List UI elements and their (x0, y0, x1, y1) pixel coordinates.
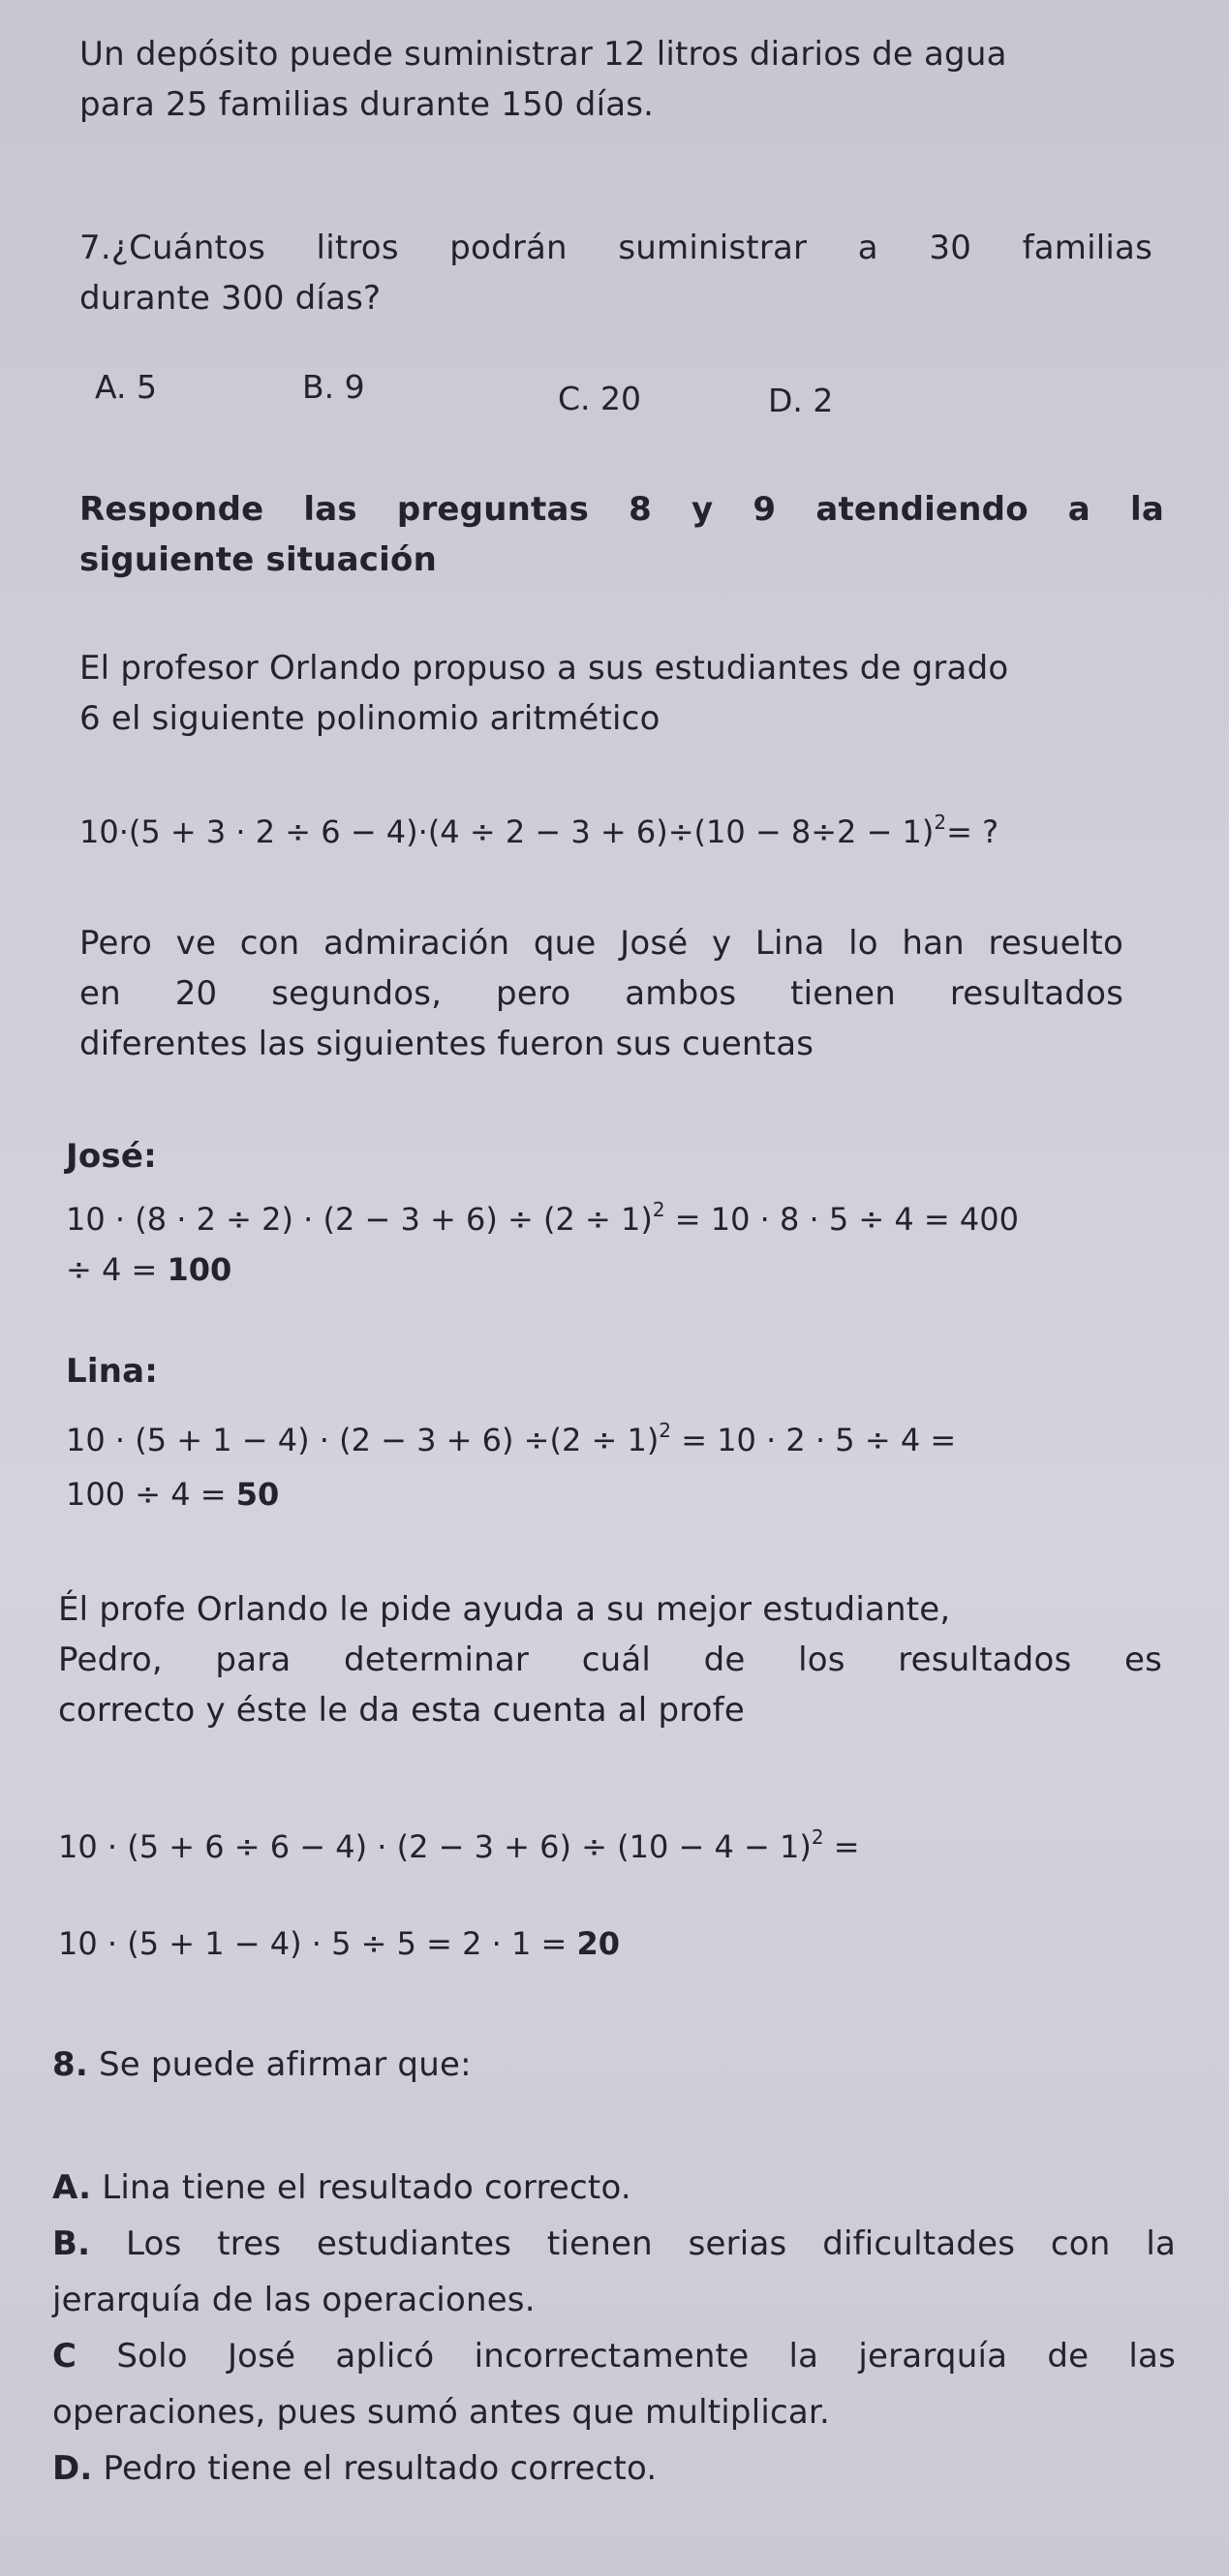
lina-work-line-1 (66, 1419, 957, 1458)
question-7 (79, 223, 1152, 323)
q7-option-c: C. 20 (558, 380, 642, 417)
q8-option-b (52, 2216, 1176, 2328)
pedro-expr: 10 · (5 + 6 ÷ 6 − 4) · (2 − 3 + 6) ÷ (10 − 4 − 1) (58, 1828, 812, 1865)
lina-expr: 10 · (5 + 1 − 4) · (2 − 3 + 6) ÷(2 ÷ 1) (66, 1422, 660, 1458)
lina-expr-tail: = 10 · 2 · 5 ÷ 4 = (671, 1422, 957, 1458)
polynomial-expression (79, 813, 999, 850)
pedro-intro-line-1: Él profe Orlando le pide ayuda a su mejor estudiante, (58, 1590, 951, 1629)
lina-label: Lina: (66, 1352, 159, 1391)
q8-option-c-line-1: Solo José aplicó incorrectamente la jerarquía de las (77, 2337, 1176, 2376)
q8-option-c-letter: C (52, 2337, 77, 2376)
observation-line-1: Pero ve con admiración que José y Lina lo han resuelto (79, 924, 1123, 963)
observation-line-2: en 20 segundos, pero ambos tienen resultados (79, 974, 1123, 1013)
q8-option-a-letter: A. (52, 2168, 92, 2207)
q7-option-b: B. 9 (302, 368, 365, 406)
q8-option-d-letter: D. (52, 2449, 93, 2488)
observation-paragraph (79, 918, 1123, 1069)
q8-option-d (52, 2440, 1176, 2497)
jose-work-line-2 (66, 1251, 231, 1288)
lina-result: 50 (235, 1476, 280, 1513)
polynomial-tail: = ? (946, 813, 999, 850)
intro-line-2: para 25 familias durante 150 días. (79, 85, 655, 124)
observation-line-3: diferentes las siguientes fueron sus cuentas (79, 1025, 814, 1063)
q8-option-b-line-2: jerarquía de las operaciones. (52, 2281, 536, 2319)
pedro-intro-line-2: Pedro, para determinar cuál de los resultados es (58, 1641, 1162, 1679)
pedro-expr-tail: = (823, 1828, 860, 1865)
jose-result: 100 (167, 1251, 232, 1288)
pedro-result: 20 (576, 1925, 621, 1962)
question-8-number: 8. (52, 2045, 88, 2084)
pedro-steps: 10 · (5 + 1 − 4) · 5 ÷ 5 = 2 · 1 = (58, 1925, 577, 1962)
q8-option-c (52, 2328, 1176, 2440)
q8-option-d-text: Pedro tiene el resultado correcto. (92, 2449, 658, 2488)
polynomial-body: 10·(5 + 3 · 2 ÷ 6 − 4)·(4 ÷ 2 − 3 + 6)÷(10 − 8÷2 − 1) (79, 813, 935, 850)
intro-line-1: Un depósito puede suministrar 12 litros diarios de agua (79, 35, 1007, 74)
question-7-line-2: durante 300 días? (79, 279, 382, 318)
situation-line-2: 6 el siguiente polinomio aritmético (79, 699, 661, 738)
q8-option-b-line-1: Los tres estudiantes tienen serias dificultades con la (90, 2224, 1176, 2263)
jose-expr-tail: = 10 · 8 · 5 ÷ 4 = 400 (664, 1201, 1019, 1238)
situation-paragraph (79, 643, 1174, 744)
instruction-line-1: Responde las preguntas 8 y 9 atendiendo a la (79, 490, 1164, 529)
situation-line-1: El profesor Orlando propuso a sus estudiantes de grado (79, 649, 1009, 688)
q8-option-c-line-2: operaciones, pues sumó antes que multiplicar. (52, 2393, 830, 2432)
q8-option-b-letter: B. (52, 2224, 91, 2263)
jose-label: José: (66, 1137, 157, 1176)
jose-division: ÷ 4 = (66, 1251, 168, 1288)
question-7-line-1: 7.¿Cuántos litros podrán suministrar a 30 familias (79, 229, 1152, 267)
polynomial-exponent: 2 (934, 811, 947, 834)
instruction-line-2: siguiente situación (79, 540, 437, 579)
lina-work-line-2 (66, 1476, 279, 1513)
pedro-exponent: 2 (811, 1825, 824, 1849)
q8-option-a-text: Lina tiene el resultado correcto. (91, 2168, 631, 2207)
question-8-stem (52, 2039, 472, 2090)
q8-option-a (52, 2160, 1176, 2216)
jose-work-line-1 (66, 1198, 1019, 1238)
pedro-work-line-2 (58, 1925, 620, 1962)
q7-option-d: D. 2 (768, 382, 834, 419)
q7-option-a: A. 5 (95, 368, 157, 406)
question-8-text: Se puede afirmar que: (87, 2045, 472, 2084)
pedro-intro-line-3: correcto y éste le da esta cuenta al profe (58, 1691, 745, 1730)
intro-paragraph (79, 29, 1106, 130)
jose-exponent: 2 (652, 1198, 665, 1221)
pedro-work-line-1 (58, 1825, 860, 1865)
pedro-intro-paragraph (58, 1584, 1162, 1735)
lina-division: 100 ÷ 4 = (66, 1476, 236, 1513)
lina-exponent: 2 (659, 1419, 672, 1442)
instruction (79, 484, 1164, 585)
jose-expr: 10 · (8 · 2 ÷ 2) · (2 − 3 + 6) ÷ (2 ÷ 1) (66, 1201, 653, 1238)
